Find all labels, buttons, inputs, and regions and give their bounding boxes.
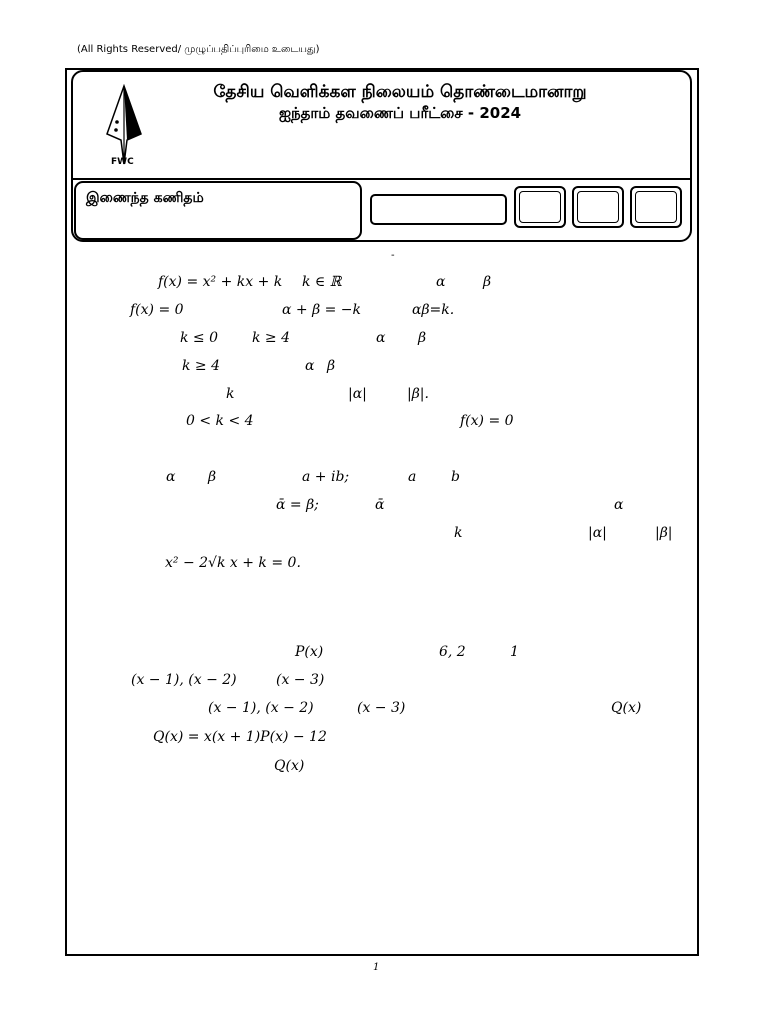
math-text: Q(x) bbox=[611, 700, 642, 716]
math-text: k bbox=[454, 525, 463, 541]
math-text: x² − 2√k x + k = 0. bbox=[165, 555, 301, 571]
math-text: α bbox=[614, 497, 624, 513]
exam-title: ஐந்தாம் தவணைப் பரீட்சை - 2024 bbox=[278, 104, 522, 122]
math-text: k ≤ 0 bbox=[180, 330, 219, 346]
math-text: f(x) = x² + kx + k bbox=[158, 274, 283, 290]
institution-title: தேசிய வெளிக்கள நிலையம் தொண்டைமானாறு bbox=[213, 82, 587, 102]
math-text: a bbox=[408, 469, 417, 485]
math-text: |α| bbox=[588, 525, 607, 541]
mark-box-2 bbox=[572, 186, 624, 228]
math-text: f(x) = 0 bbox=[460, 413, 514, 429]
math-text: β bbox=[483, 274, 492, 290]
math-text: P(x) bbox=[295, 644, 324, 660]
math-text: 1 bbox=[510, 644, 519, 660]
math-text: f(x) = 0 bbox=[130, 302, 184, 318]
header-divider bbox=[73, 178, 691, 180]
math-text: α bbox=[436, 274, 446, 290]
math-text: a + ib; bbox=[302, 469, 350, 485]
math-text: k ≥ 4 bbox=[182, 358, 221, 374]
math-text: α bbox=[305, 358, 315, 374]
math-text: (x − 3) bbox=[357, 700, 406, 716]
math-text: α + β = −k bbox=[282, 302, 362, 318]
separator-dash: - bbox=[391, 250, 395, 261]
math-text: b bbox=[451, 469, 460, 485]
math-text: k ∈ ℝ bbox=[302, 274, 342, 290]
math-text: β bbox=[418, 330, 427, 346]
math-text: 6, 2 bbox=[439, 644, 466, 660]
math-text: (x − 3) bbox=[276, 672, 325, 688]
mark-box-3 bbox=[630, 186, 682, 228]
math-text: k ≥ 4 bbox=[252, 330, 291, 346]
math-text: ᾱ = β; bbox=[276, 497, 319, 513]
logo-text: FWC bbox=[111, 157, 134, 167]
math-text: α bbox=[166, 469, 176, 485]
math-text: |α| bbox=[348, 386, 367, 402]
rights-notice: (All Rights Reserved/ முழுப்பதிப்புரிமை உடையது) bbox=[77, 44, 320, 55]
math-text: k bbox=[226, 386, 235, 402]
math-text: |β|. bbox=[407, 386, 429, 402]
math-text: (x − 1), (x − 2) bbox=[208, 700, 314, 716]
page-number: 1 bbox=[373, 962, 380, 973]
subject-title: இணைந்த கணிதம் bbox=[86, 190, 204, 206]
math-text: (x − 1), (x − 2) bbox=[131, 672, 237, 688]
math-text: 0 < k < 4 bbox=[186, 413, 254, 429]
math-text: Q(x) bbox=[274, 758, 305, 774]
math-text: β bbox=[208, 469, 217, 485]
math-text: ᾱ bbox=[375, 497, 385, 513]
math-text: αβ=k. bbox=[412, 302, 455, 318]
math-text: α bbox=[376, 330, 386, 346]
math-text: |β| bbox=[655, 525, 673, 541]
math-text: Q(x) = x(x + 1)P(x) − 12 bbox=[153, 729, 327, 745]
index-number-box bbox=[370, 194, 507, 225]
math-text: β bbox=[327, 358, 336, 374]
mark-box-1 bbox=[514, 186, 566, 228]
